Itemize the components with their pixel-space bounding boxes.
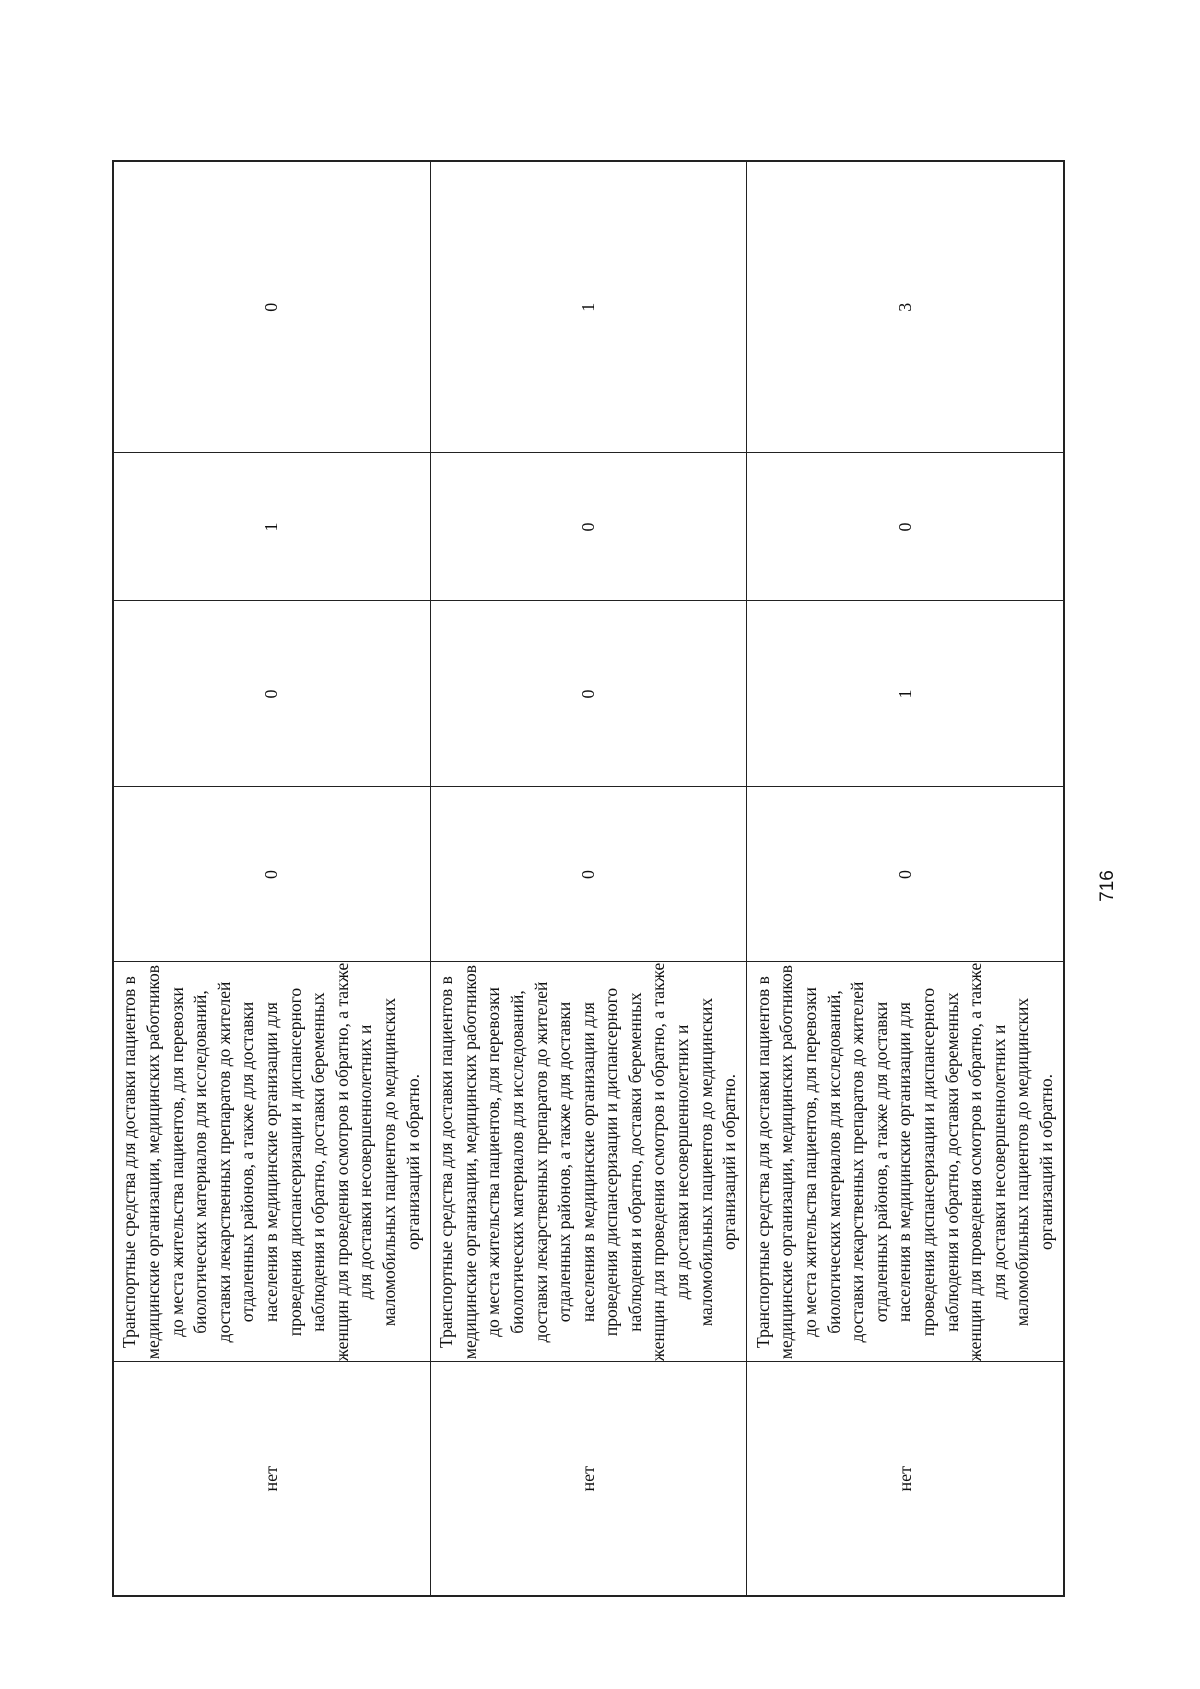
- value-cell: 0: [430, 787, 747, 962]
- value-cell: 0: [430, 453, 747, 601]
- value-cell: 0: [430, 601, 747, 787]
- equipment-table: [112, 160, 1065, 1597]
- value-cell: 1: [430, 161, 747, 453]
- value-cell: 0: [113, 787, 430, 962]
- table-row: [430, 161, 747, 1596]
- value-cell: 3: [747, 161, 1064, 453]
- value-cell: 0: [113, 161, 430, 453]
- page-number: [1097, 862, 1119, 910]
- description-cell: Транспортные средства для доставки пациентов в медицинские организации, медицинских работников до места жительства пациентов, для перевозки биологических материалов для исследований, доставки лекарственных препаратов до жителей отдаленных районов, а также для доставки населения в медицинские организации для проведения диспансеризации и диспансерного наблюдения и обратно, доставки беременных женщин для проведения осмотров и обратно, а также для доставки несовершеннолетних и маломобильных пациентов до медицинских организаций и обратно.: [747, 962, 1064, 1362]
- table-row: [113, 161, 430, 1596]
- availability-cell: нет: [747, 1362, 1064, 1596]
- value-cell: 1: [747, 601, 1064, 787]
- value-cell: 0: [113, 601, 430, 787]
- availability-cell: нет: [430, 1362, 747, 1596]
- value-cell: 0: [747, 787, 1064, 962]
- page-number-text: 716: [1097, 870, 1119, 902]
- table-row: [747, 161, 1064, 1596]
- availability-cell: нет: [113, 1362, 430, 1596]
- description-cell: Транспортные средства для доставки пациентов в медицинские организации, медицинских работников до места жительства пациентов, для перевозки биологических материалов для исследований, доставки лекарственных препаратов до жителей отдаленных районов, а также для доставки населения в медицинские организации для проведения диспансеризации и диспансерного наблюдения и обратно, доставки беременных женщин для проведения осмотров и обратно, а также для доставки несовершеннолетних и маломобильных пациентов до медицинских организаций и обратно.: [430, 962, 747, 1362]
- description-cell: Транспортные средства для доставки пациентов в медицинские организации, медицинских работников до места жительства пациентов, для перевозки биологических материалов для исследований, доставки лекарственных препаратов до жителей отдаленных районов, а также для доставки населения в медицинские организации для проведения диспансеризации и диспансерного наблюдения и обратно, доставки беременных женщин для проведения осмотров и обратно, а также для доставки несовершеннолетних и маломобильных пациентов до медицинских организаций и обратно.: [113, 962, 430, 1362]
- rotated-table-wrapper: [112, 162, 1065, 1597]
- value-cell: 0: [747, 453, 1064, 601]
- value-cell: 1: [113, 453, 430, 601]
